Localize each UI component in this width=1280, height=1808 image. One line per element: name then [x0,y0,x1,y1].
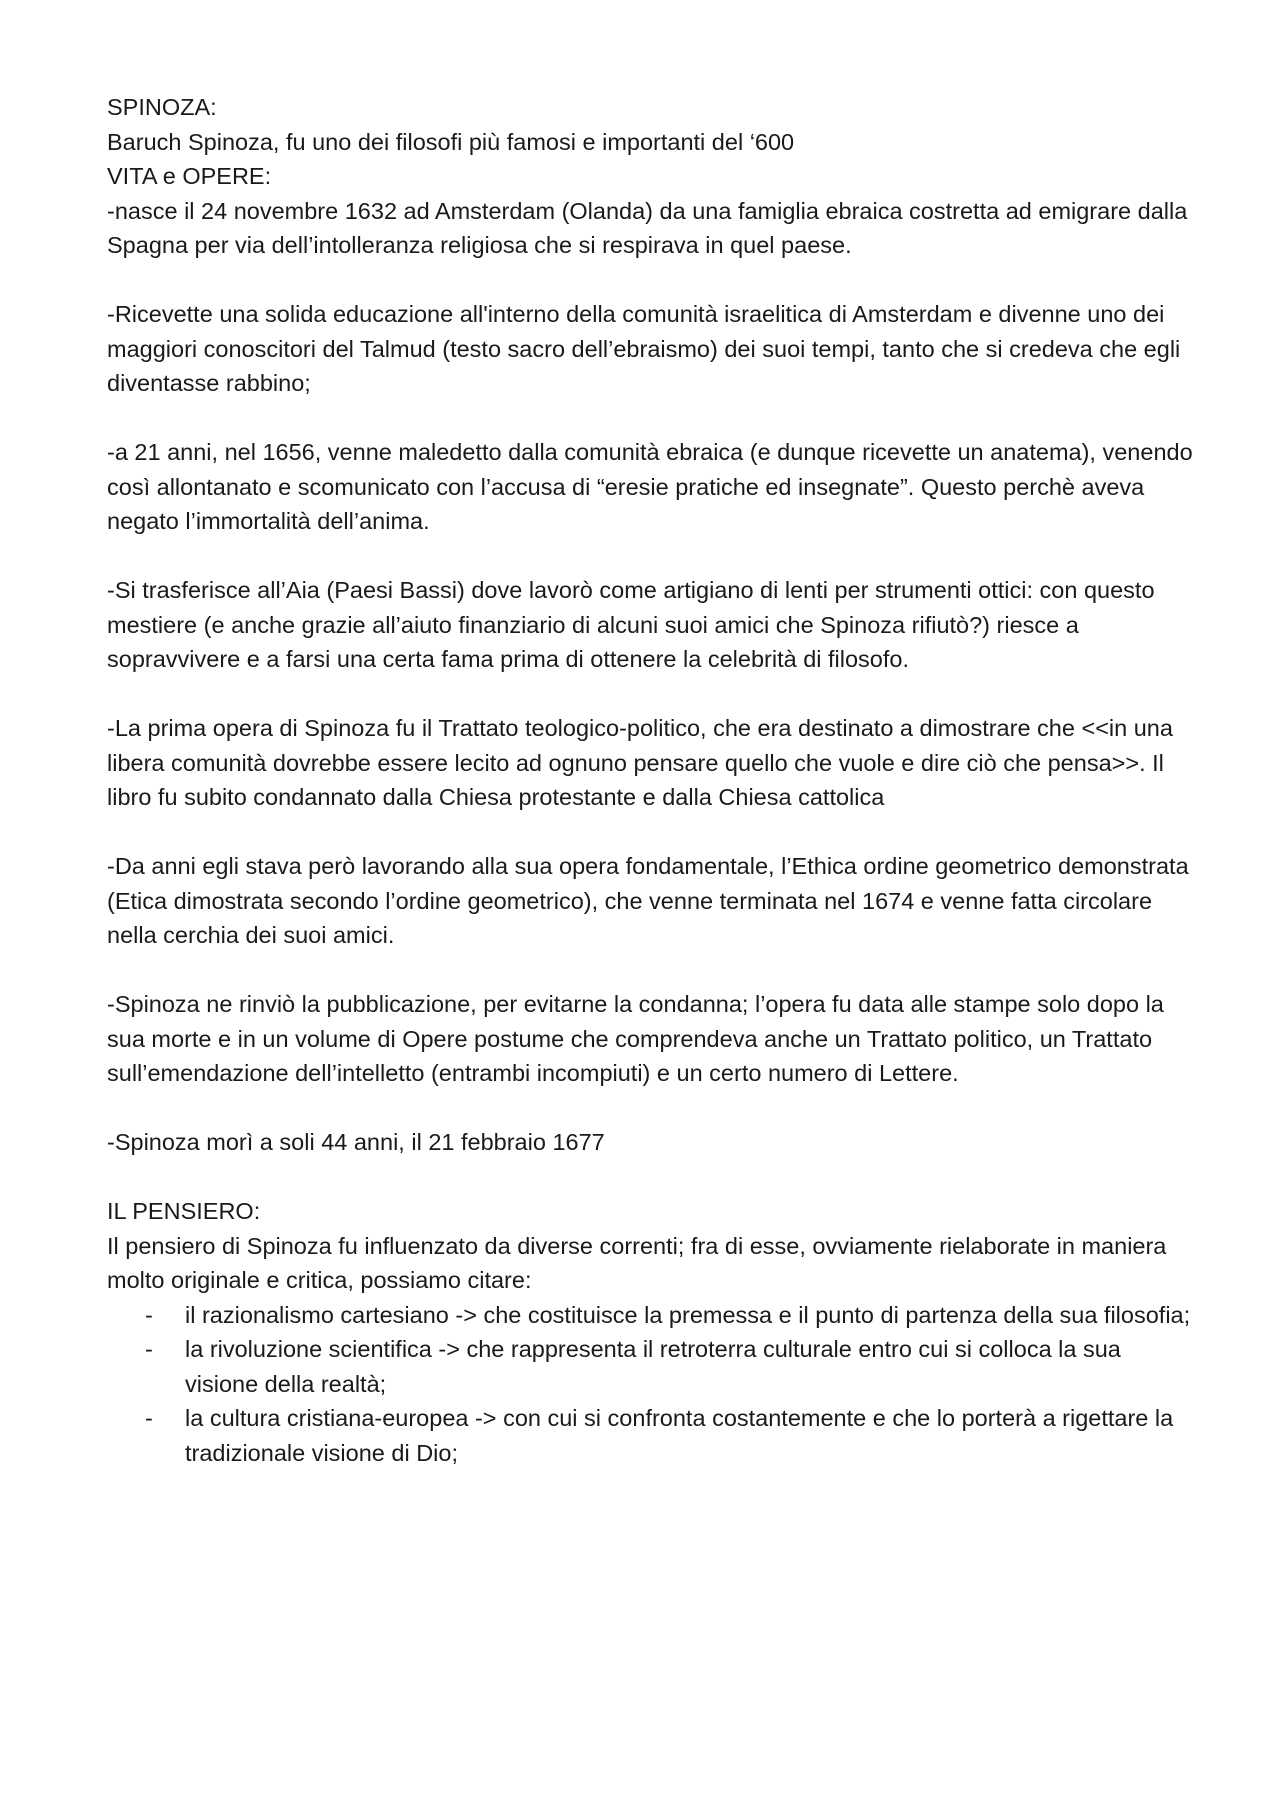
list-item [107,1332,1197,1401]
dash-bullet: - [145,1336,153,1362]
paragraph-spacer [107,539,1197,574]
vita-paragraph: -Si trasferisce all’Aia (Paesi Bassi) dove lavorò come artigiano di lenti per strumenti ottici: con questo mestiere (e anche grazie all’aiuto finanziario di alcuni suoi amici che Spinoza rifiutò?) riesce a sopravvivere e a farsi una certa fama prima di ottenere la celebrità di filosofo. [107,577,1162,672]
list-item-text: il razionalismo cartesiano -> che costituisce la premessa e il punto di partenza della sua filosofia; [185,1301,1191,1328]
vita-paragraph: -La prima opera di Spinoza fu il Trattato teologico-politico, che era destinato a dimostrare che <<in una libera comunità dovrebbe essere lecito ad ognuno pensare quello che vuole e dire ciò che pensa>>. Il libro fu subito condannato dalla Chiesa protestante e dalla Chiesa cattolica [107,715,1180,810]
list-item [107,1298,1197,1333]
vita-paragraph: -nasce il 24 novembre 1632 ad Amsterdam (Olanda) da una famiglia ebraica costretta ad emigrare dalla Spagna per via dell’intolleranza religiosa che si respirava in quel paese. [107,197,1194,258]
vita-paragraph: -Spinoza morì a soli 44 anni, il 21 febbraio 1677 [107,1129,605,1155]
paragraph-spacer [107,677,1197,712]
document-title: SPINOZA: [107,94,217,120]
influences-list [107,1298,1197,1471]
paragraph-spacer [107,1160,1197,1195]
paragraph-spacer [107,1091,1197,1126]
list-item [107,1401,1197,1470]
paragraph-spacer [107,815,1197,850]
section-heading-pensiero: IL PENSIERO: [107,1198,261,1224]
dash-bullet: - [145,1301,153,1328]
pensiero-intro: Il pensiero di Spinoza fu influenzato da diverse correnti; fra di esse, ovviamente rielaborate in maniera molto originale e critica, possiamo citare: [107,1232,1173,1293]
vita-paragraph: -Ricevette una solida educazione all'interno della comunità israelitica di Amsterdam e divenne uno dei maggiori conoscitori del Talmud (testo sacro dell’ebraismo) dei suoi tempi, tanto che si credeva che egli diventasse rabbino; [107,301,1187,396]
intro-line: Baruch Spinoza, fu uno dei filosofi più famosi e importanti del ‘600 [107,128,795,155]
dash-bullet: - [145,1405,153,1431]
vita-paragraph: -Spinoza ne rinviò la pubblicazione, per evitarne la condanna; l’opera fu data alle stampe solo dopo la sua morte e in un volume di Opere postume che comprendeva anche un Trattato politico, un Trattato sull’emendazione dell’intelletto (entrambi incompiuti) e un certo numero di Lettere. [107,991,1171,1086]
document-body [107,90,1200,1470]
paragraph-spacer [107,953,1197,988]
paragraph-spacer [107,263,1197,298]
vita-paragraph: -Da anni egli stava però lavorando alla sua opera fondamentale, l’Ethica ordine geometrico demonstrata (Etica dimostrata secondo l’ordine geometrico), che venne terminata nel 1674 e venne fatta circolare nella cerchia dei suoi amici. [107,853,1196,948]
list-item-text: la rivoluzione scientifica -> che rappresenta il retroterra culturale entro cui si colloca la sua visione della realtà; [185,1336,1121,1397]
paragraph-spacer [107,401,1197,436]
list-item-text: la cultura cristiana-europea -> con cui si confronta costantemente e che lo porterà a rigettare la tradizionale visione di Dio; [185,1405,1174,1466]
vita-paragraph: -a 21 anni, nel 1656, venne maledetto dalla comunità ebraica (e dunque ricevette un anatema), venendo così allontanato e scomunicato con l’accusa di “eresie pratiche ed insegnate”. Questo perchè aveva negato l’immortalità dell’anima. [107,439,1200,534]
section-heading-vita: VITA e OPERE: [107,163,272,189]
